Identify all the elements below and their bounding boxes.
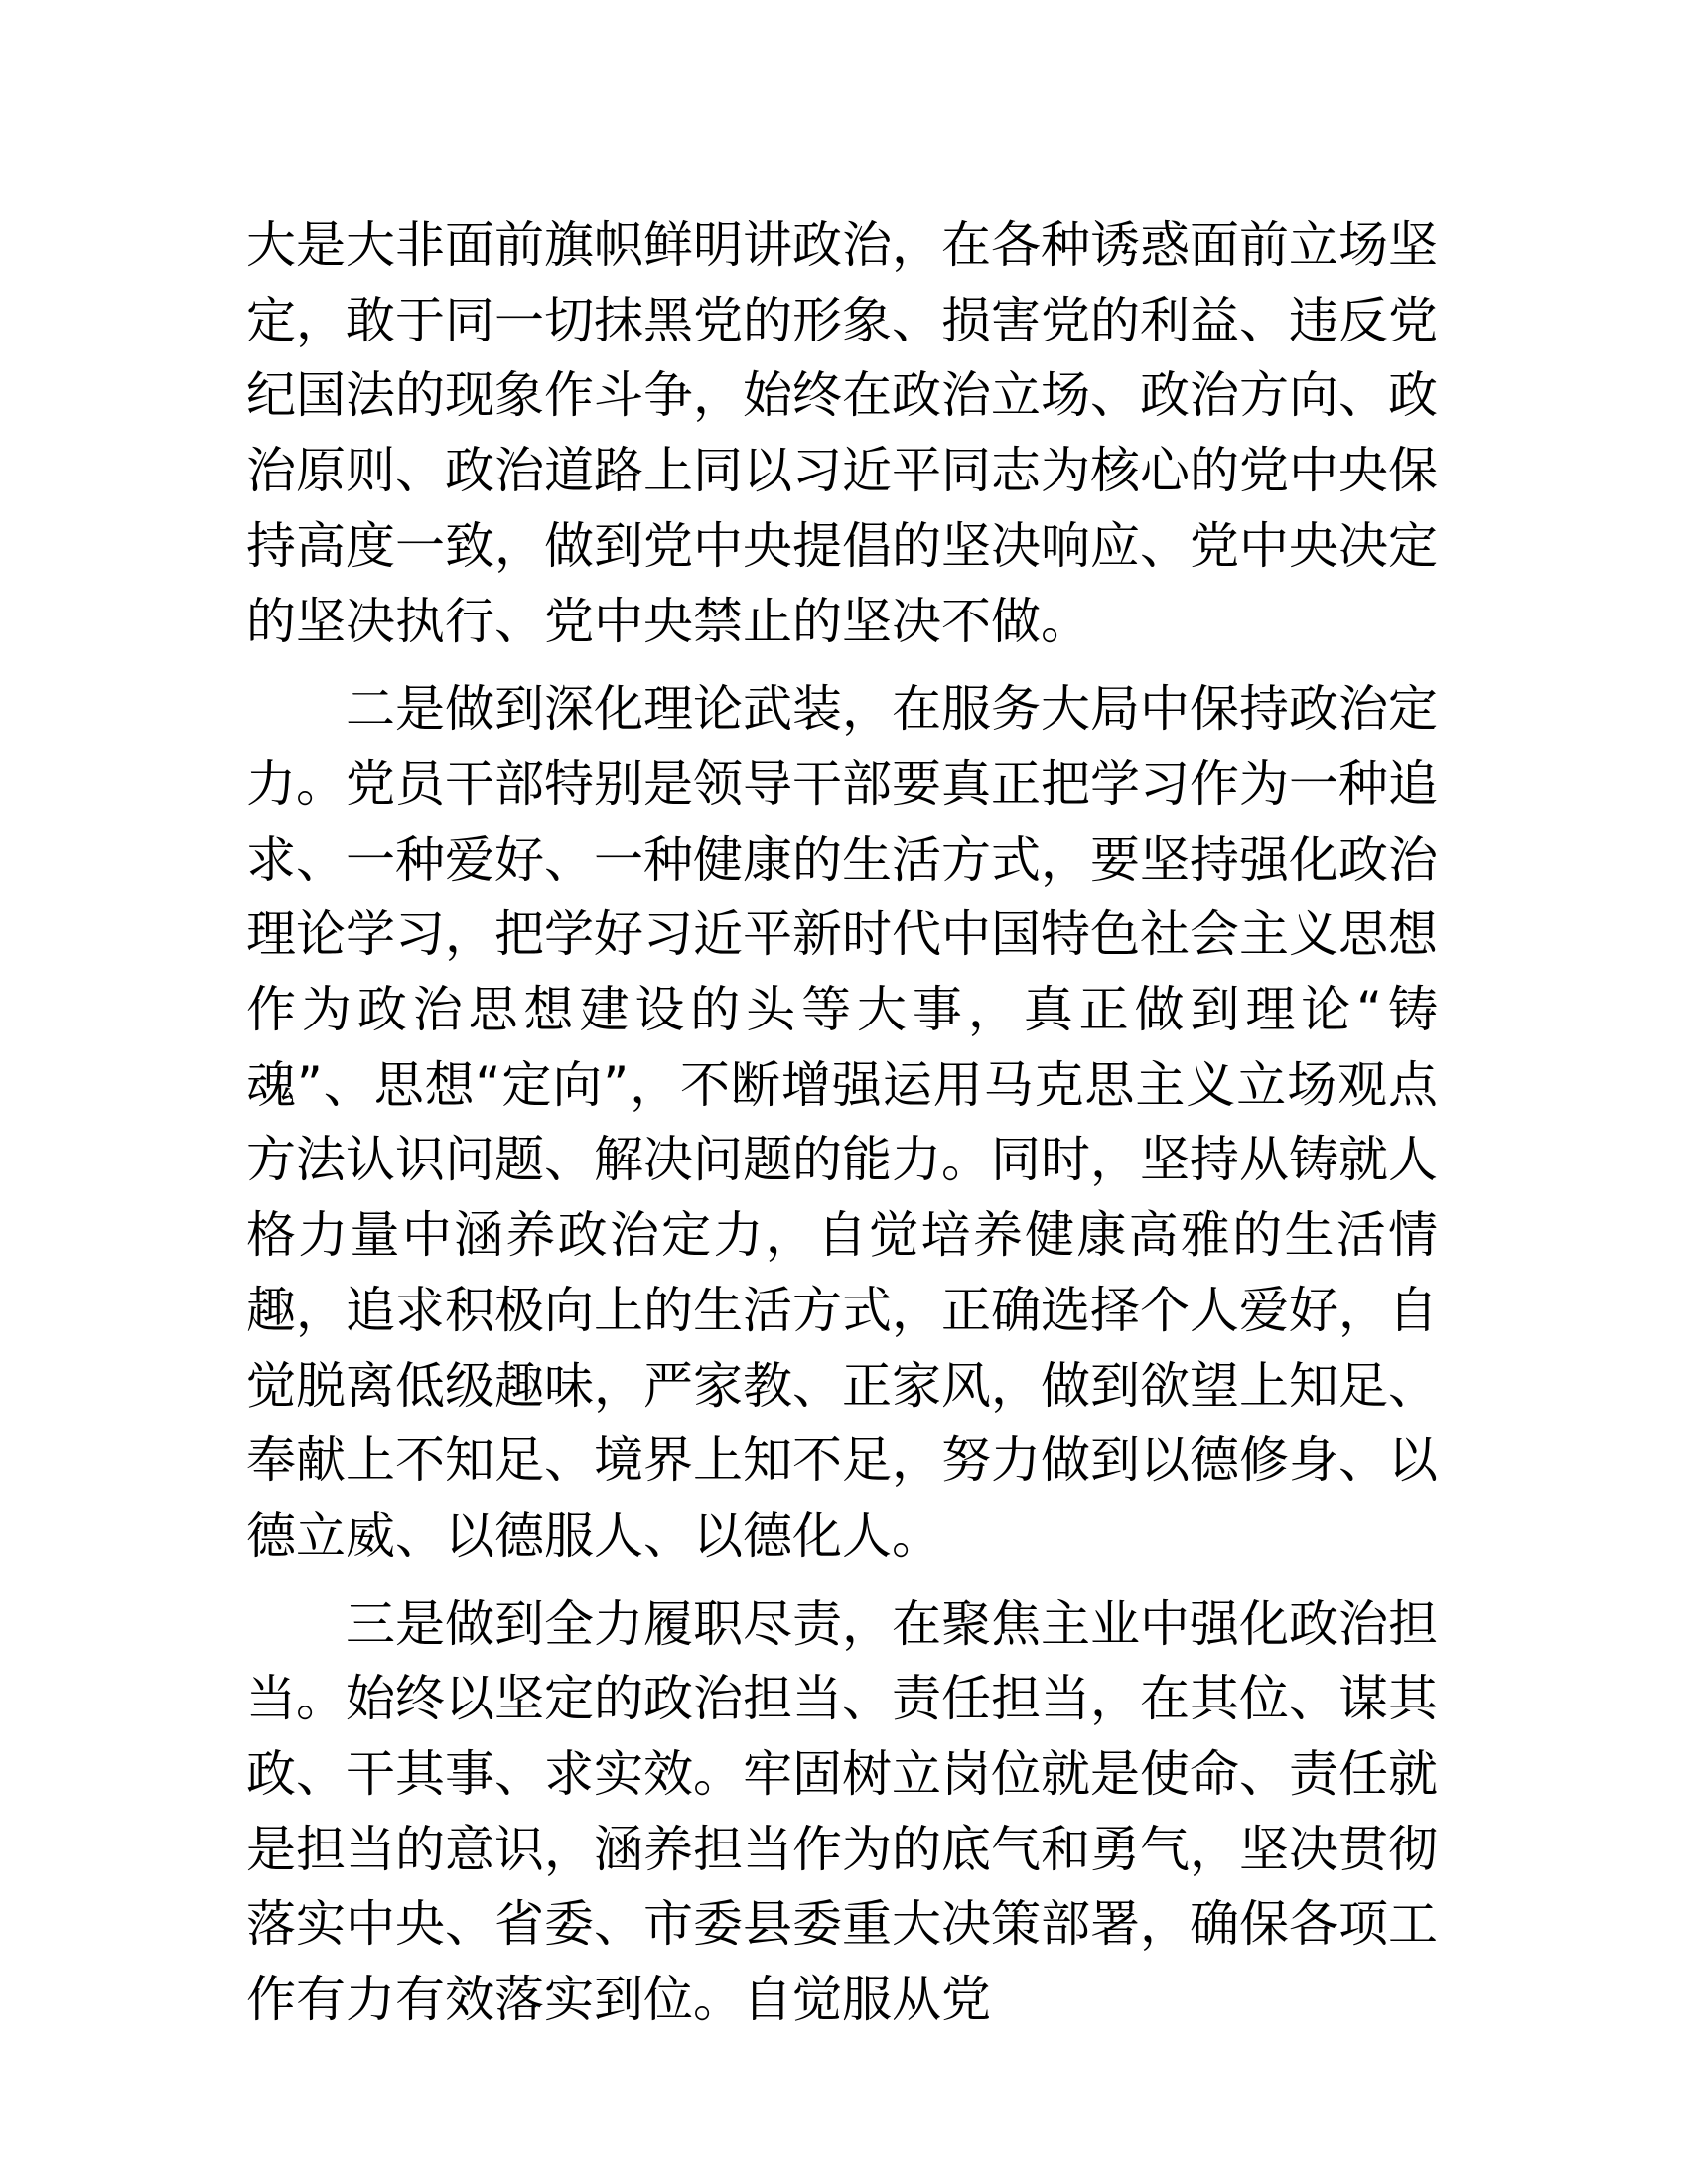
paragraph-1: 大是大非面前旗帜鲜明讲政治，在各种诱惑面前立场坚定，敢于同一切抹黑党的形象、损害党的利益、违反党纪国法的现象作斗争，始终在政治立场、政治方向、政治原则、政治道路上同以习近平同志为核心的党中央保持高度一致，做到党中央提倡的坚决响应、党中央决定的坚决执行、党中央禁止的坚决不做。: [246, 216, 1438, 650]
body-text: [246, 208, 1438, 2038]
paragraph-3: 三是做到全力履职尽责，在聚焦主业中强化政治担当。始终以坚定的政治担当、责任担当，在其位、谋其政、干其事、求实效。牢固树立岗位就是使命、责任就是担当的意识，涵养担当作为的底气和勇气，坚决贯彻落实中央、省委、市委县委重大决策部署，确保各项工作有力有效落实到位。自觉服从党: [246, 1594, 1438, 2029]
paragraph-2: 二是做到深化理论武装，在服务大局中保持政治定力。党员干部特别是领导干部要真正把学习作为一种追求、一种爱好、一种健康的生活方式，要坚持强化政治理论学习，把学好习近平新时代中国特色社会主义思想作为政治思想建设的头等大事，真正做到理论“铸魂”、思想“定向”，不断增强运用马克思主义立场观点方法认识问题、解决问题的能力。同时，坚持从铸就人格力量中涵养政治定力，自觉培养健康高雅的生活情趣，追求积极向上的生活方式，正确选择个人爱好，自觉脱离低级趣味，严家教、正家风，做到欲望上知足、奉献上不知足、境界上知不足，努力做到以德修身、以德立威、以德服人、以德化人。: [246, 680, 1438, 1565]
